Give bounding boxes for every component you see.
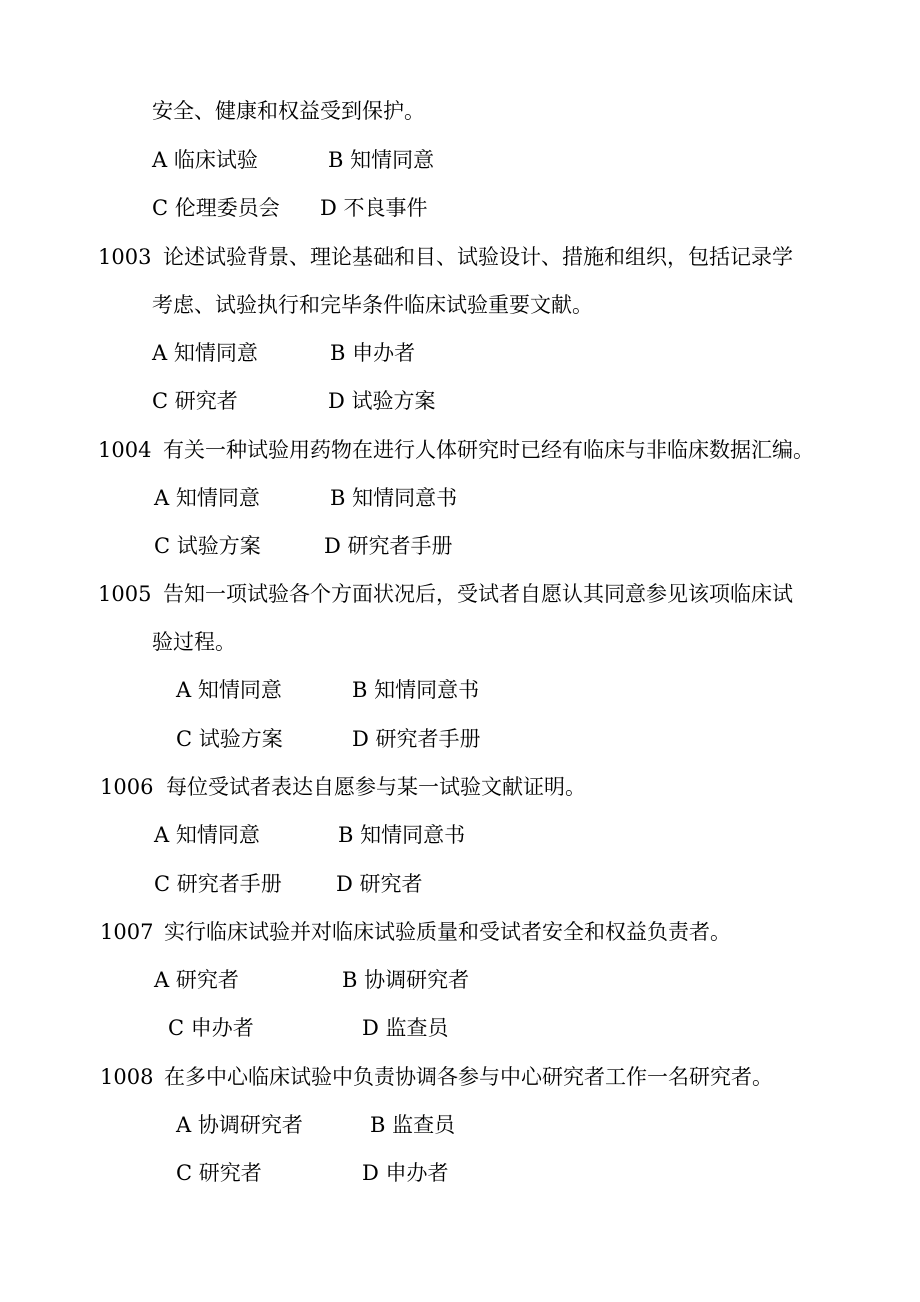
option-d: D 研究者 [336,872,423,896]
option-a: A 知情同意 [154,486,260,510]
option-d: D 研究者手册 [352,727,481,751]
question-continuation: 验过程。 [152,630,236,654]
question-number: 1008 [100,1065,154,1089]
question-text: 每位受试者表达自愿参与某一试验文献证明。 [166,775,586,799]
option-c: C 研究者 [176,1161,262,1185]
option-c: C 试验方案 [176,727,283,751]
question-continuation: 安全、健康和权益受到保护。 [152,99,425,123]
option-d: D 监查员 [362,1016,449,1040]
option-a: A 知情同意 [154,823,260,847]
option-b: B 知情同意 [328,148,435,172]
option-d: D 申办者 [362,1161,449,1185]
question-text: 实行临床试验并对临床试验质量和受试者安全和权益负责者。 [164,920,731,944]
question-number: 1005 [98,582,152,606]
question-text: 论述试验背景、理论基础和目、试验设计、措施和组织，包括记录学 [163,245,793,269]
option-b: B 知情同意书 [338,823,466,847]
option-b: B 申办者 [330,341,416,365]
option-c: C 申办者 [168,1016,254,1040]
question-number: 1007 [100,920,154,944]
question-text: 告知一项试验各个方面状况后，受试者自愿认其同意参见该项临床试 [163,582,793,606]
option-a: A 研究者 [154,968,239,992]
option-d: D 不良事件 [320,196,428,220]
question-number: 1004 [98,438,152,462]
question-text: 在多中心临床试验中负责协调各参与中心研究者工作一名研究者。 [164,1065,773,1089]
option-a: A 知情同意 [176,678,282,702]
option-b: B 协调研究者 [342,968,470,992]
option-d: D 研究者手册 [324,534,453,558]
option-a: A 知情同意 [152,341,258,365]
option-c: C 伦理委员会 [152,196,280,220]
option-c: C 研究者手册 [154,872,282,896]
option-b: B 监查员 [370,1113,456,1137]
option-a: A 协调研究者 [176,1113,303,1137]
option-b: B 知情同意书 [330,486,458,510]
option-a: A 临床试验 [152,148,258,172]
option-c: C 研究者 [152,389,238,413]
option-c: C 试验方案 [154,534,261,558]
option-b: B 知情同意书 [352,678,480,702]
question-number: 1006 [100,775,154,799]
question-number: 1003 [98,245,152,269]
question-continuation: 考虑、试验执行和完毕条件临床试验重要文献。 [152,293,593,317]
option-d: D 试验方案 [328,389,436,413]
question-text: 有关一种试验用药物在进行人体研究时已经有临床与非临床数据汇编。 [163,438,814,462]
